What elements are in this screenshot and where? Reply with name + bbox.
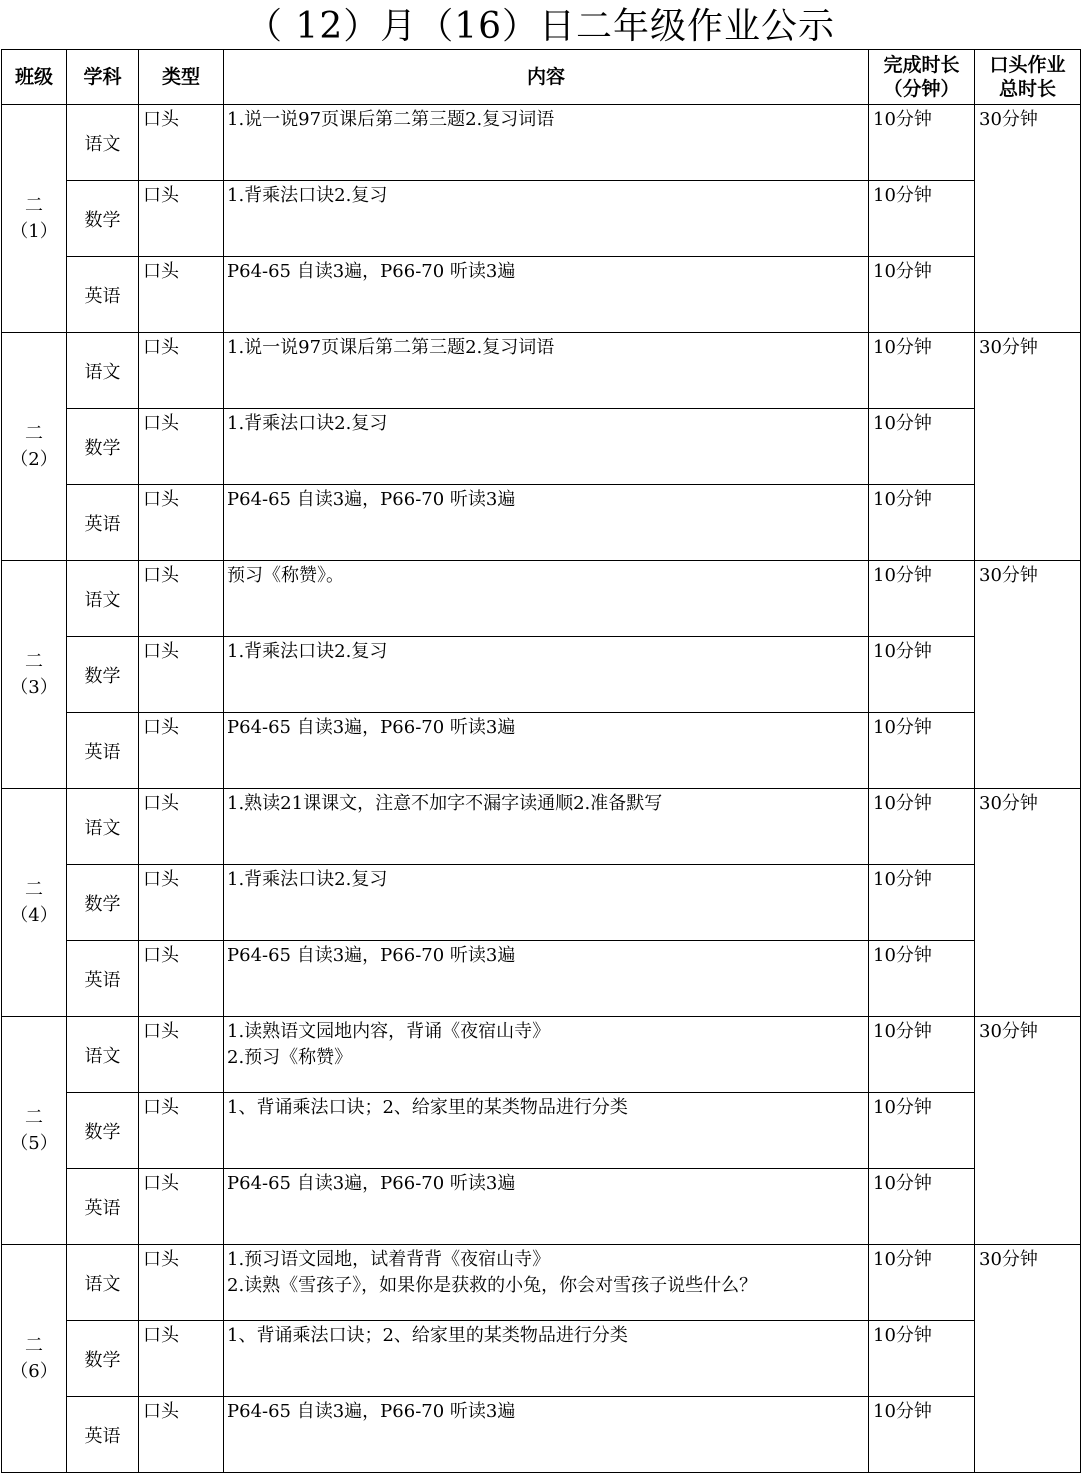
table-row (2, 257, 1081, 333)
content-line: 1.读熟语文园地内容，背诵《夜宿山寺》 (227, 1021, 551, 1042)
content-cell (224, 1245, 869, 1321)
class-number: （3） (10, 676, 58, 698)
content-line: 2.读熟《雪孩子》，如果你是获救的小兔，你会对雪孩子说些什么？ (227, 1275, 758, 1296)
content-line: P64-65 自读3遍，P66-70 听读3遍 (227, 1401, 516, 1422)
homework-table (1, 49, 1081, 1473)
header-row (2, 50, 1081, 105)
subject-cell: 语文 (67, 1017, 139, 1093)
content-line: P64-65 自读3遍，P66-70 听读3遍 (227, 1173, 516, 1194)
subject-cell: 语文 (67, 1245, 139, 1321)
table-row (2, 713, 1081, 789)
content-cell (224, 1093, 869, 1169)
content-line: P64-65 自读3遍，P66-70 听读3遍 (227, 261, 516, 282)
duration-cell: 10分钟 (869, 789, 975, 865)
type-cell: 口头 (139, 1017, 224, 1093)
class-cell (2, 1017, 67, 1245)
type-cell: 口头 (139, 561, 224, 637)
table-row (2, 637, 1081, 713)
type-cell: 口头 (139, 333, 224, 409)
class-number: （2） (10, 448, 58, 470)
type-cell: 口头 (139, 181, 224, 257)
subject-cell: 英语 (67, 713, 139, 789)
content-line: 1、背诵乘法口诀；2、给家里的某类物品进行分类 (227, 1097, 628, 1118)
content-line: 1.说一说97页课后第二第三题2.复习词语 (227, 337, 555, 358)
content-cell (224, 333, 869, 409)
subject-cell: 数学 (67, 865, 139, 941)
content-cell (224, 409, 869, 485)
class-grade: 二 (25, 650, 43, 672)
class-cell (2, 789, 67, 1017)
subject-cell: 数学 (67, 181, 139, 257)
class-number: （6） (10, 1360, 58, 1382)
type-cell: 口头 (139, 257, 224, 333)
subject-cell: 英语 (67, 485, 139, 561)
type-cell: 口头 (139, 713, 224, 789)
subject-cell: 英语 (67, 257, 139, 333)
duration-cell: 10分钟 (869, 1169, 975, 1245)
content-line: 2.预习《称赞》 (227, 1047, 353, 1068)
content-cell (224, 181, 869, 257)
duration-cell: 10分钟 (869, 1093, 975, 1169)
duration-cell: 10分钟 (869, 865, 975, 941)
table-row (2, 333, 1081, 409)
class-grade: 二 (25, 878, 43, 900)
content-line: 1.背乘法口诀2.复习 (227, 413, 388, 434)
content-line: P64-65 自读3遍，P66-70 听读3遍 (227, 945, 516, 966)
type-cell: 口头 (139, 941, 224, 1017)
header-class: 班级 (2, 50, 67, 105)
table-row (2, 1169, 1081, 1245)
content-cell (224, 105, 869, 181)
class-grade: 二 (25, 422, 43, 444)
content-line: P64-65 自读3遍，P66-70 听读3遍 (227, 717, 516, 738)
class-grade: 二 (25, 194, 43, 216)
class-cell (2, 105, 67, 333)
duration-cell: 10分钟 (869, 333, 975, 409)
total-cell: 30分钟 (975, 333, 1081, 561)
content-line: 1.背乘法口诀2.复习 (227, 185, 388, 206)
table-row (2, 1397, 1081, 1473)
table-row (2, 1321, 1081, 1397)
type-cell: 口头 (139, 1169, 224, 1245)
subject-cell: 语文 (67, 789, 139, 865)
table-row (2, 561, 1081, 637)
content-cell (224, 941, 869, 1017)
total-cell: 30分钟 (975, 789, 1081, 1017)
table-row (2, 1017, 1081, 1093)
header-duration-line2: （分钟） (883, 78, 960, 100)
duration-cell: 10分钟 (869, 561, 975, 637)
page-title: （ 12）月（16）日二年级作业公示 (245, 6, 836, 47)
duration-cell: 10分钟 (869, 257, 975, 333)
table-row (2, 1245, 1081, 1321)
subject-cell: 语文 (67, 333, 139, 409)
subject-cell: 数学 (67, 409, 139, 485)
duration-cell: 10分钟 (869, 1245, 975, 1321)
type-cell: 口头 (139, 1397, 224, 1473)
duration-cell: 10分钟 (869, 941, 975, 1017)
content-line: 1.熟读21课课文，注意不加字不漏字读通顺2.准备默写 (227, 793, 663, 814)
duration-cell: 10分钟 (869, 637, 975, 713)
content-line: 预习《称赞》。 (227, 565, 344, 586)
class-number: （5） (10, 1132, 58, 1154)
header-duration-line1: 完成时长 (883, 54, 960, 76)
header-content: 内容 (224, 50, 869, 105)
content-line: 1、背诵乘法口诀；2、给家里的某类物品进行分类 (227, 1325, 628, 1346)
table-row (2, 941, 1081, 1017)
content-cell (224, 561, 869, 637)
content-cell (224, 789, 869, 865)
type-cell: 口头 (139, 1245, 224, 1321)
header-total (975, 50, 1081, 105)
content-cell (224, 637, 869, 713)
type-cell: 口头 (139, 1093, 224, 1169)
content-cell (224, 865, 869, 941)
table-row (2, 1093, 1081, 1169)
header-type: 类型 (139, 50, 224, 105)
content-cell (224, 1169, 869, 1245)
duration-cell: 10分钟 (869, 1321, 975, 1397)
type-cell: 口头 (139, 409, 224, 485)
duration-cell: 10分钟 (869, 409, 975, 485)
type-cell: 口头 (139, 485, 224, 561)
content-cell (224, 713, 869, 789)
content-line: 1.说一说97页课后第二第三题2.复习词语 (227, 109, 555, 130)
type-cell: 口头 (139, 1321, 224, 1397)
duration-cell: 10分钟 (869, 1397, 975, 1473)
header-total-line1: 口头作业 (989, 54, 1066, 76)
duration-cell: 10分钟 (869, 713, 975, 789)
class-cell (2, 1245, 67, 1473)
table-row (2, 409, 1081, 485)
total-cell: 30分钟 (975, 561, 1081, 789)
class-cell (2, 561, 67, 789)
subject-cell: 英语 (67, 1169, 139, 1245)
table-body (2, 105, 1081, 1473)
header-subject: 学科 (67, 50, 139, 105)
content-cell (224, 257, 869, 333)
type-cell: 口头 (139, 637, 224, 713)
table-row (2, 485, 1081, 561)
content-cell (224, 485, 869, 561)
class-number: （4） (10, 904, 58, 926)
type-cell: 口头 (139, 865, 224, 941)
content-line: 1.背乘法口诀2.复习 (227, 869, 388, 890)
table-row (2, 105, 1081, 181)
content-cell (224, 1017, 869, 1093)
content-cell (224, 1321, 869, 1397)
class-grade: 二 (25, 1334, 43, 1356)
class-grade: 二 (25, 1106, 43, 1128)
class-cell (2, 333, 67, 561)
content-line: P64-65 自读3遍，P66-70 听读3遍 (227, 489, 516, 510)
total-cell: 30分钟 (975, 105, 1081, 333)
subject-cell: 语文 (67, 561, 139, 637)
total-cell: 30分钟 (975, 1017, 1081, 1245)
total-cell: 30分钟 (975, 1245, 1081, 1473)
table-row (2, 181, 1081, 257)
duration-cell: 10分钟 (869, 1017, 975, 1093)
subject-cell: 数学 (67, 1093, 139, 1169)
duration-cell: 10分钟 (869, 105, 975, 181)
subject-cell: 语文 (67, 105, 139, 181)
content-line: 1.预习语文园地，试着背背《夜宿山寺》 (227, 1249, 551, 1270)
header-total-line2: 总时长 (998, 78, 1056, 100)
subject-cell: 数学 (67, 1321, 139, 1397)
table-row (2, 865, 1081, 941)
class-number: （1） (10, 220, 58, 242)
subject-cell: 英语 (67, 1397, 139, 1473)
duration-cell: 10分钟 (869, 181, 975, 257)
subject-cell: 数学 (67, 637, 139, 713)
content-line: 1.背乘法口诀2.复习 (227, 641, 388, 662)
duration-cell: 10分钟 (869, 485, 975, 561)
table-row (2, 789, 1081, 865)
type-cell: 口头 (139, 789, 224, 865)
type-cell: 口头 (139, 105, 224, 181)
subject-cell: 英语 (67, 941, 139, 1017)
content-cell (224, 1397, 869, 1473)
header-duration (869, 50, 975, 105)
